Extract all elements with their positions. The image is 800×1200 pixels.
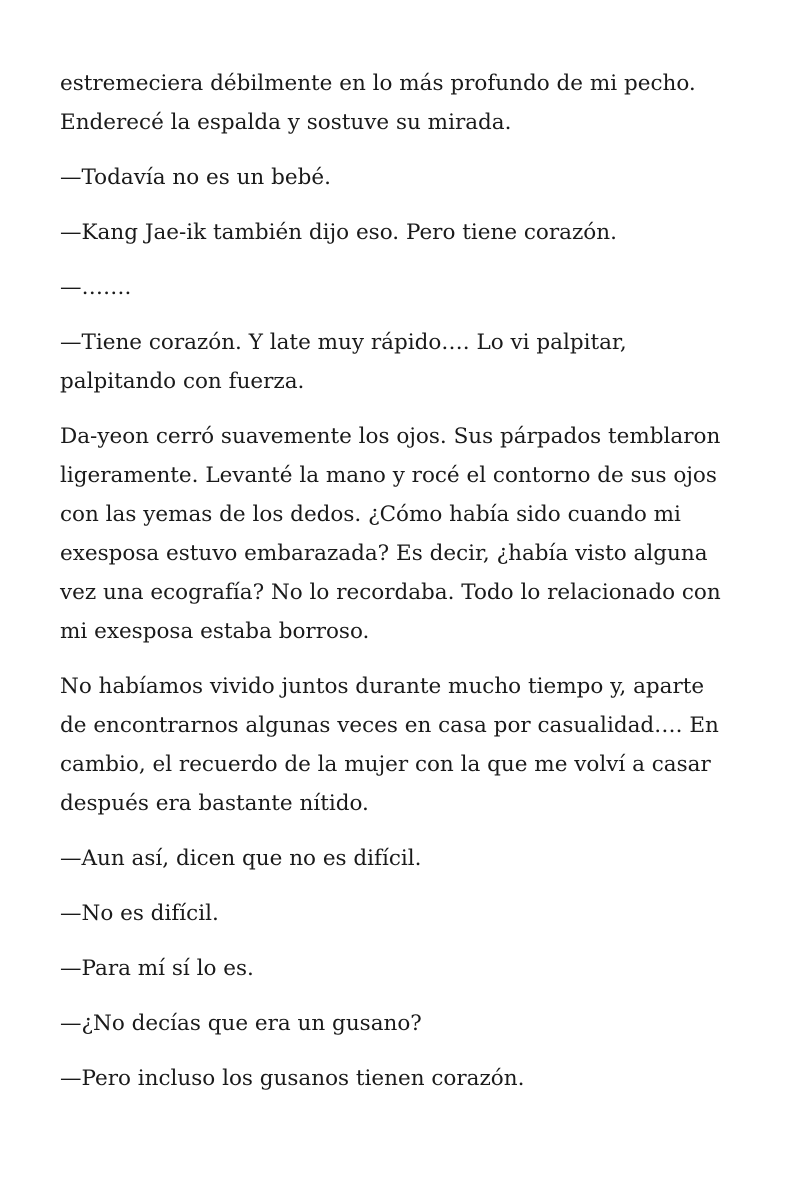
dialogue-line: —Aun así, dicen que no es difícil. — [60, 846, 422, 871]
dialogue-line: —Todavía no es un bebé. — [60, 165, 331, 190]
dialogue-line: —Tiene corazón. Y late muy rápido…. Lo vi palpitar, palpitando con fuerza. — [60, 330, 627, 394]
document-page — [60, 64, 750, 1114]
dialogue-line: —Para mí sí lo es. — [60, 956, 254, 981]
dialogue-line: —No es difícil. — [60, 901, 219, 926]
dialogue-line: —Pero incluso los gusanos tienen corazón. — [60, 1066, 525, 1091]
paragraph: estremeciera débilmente en lo más profundo de mi pecho. Enderecé la espalda y sostuve su mirada. — [60, 71, 696, 135]
dialogue-line: —¿No decías que era un gusano? — [60, 1011, 422, 1036]
paragraph: No habíamos vivido juntos durante mucho tiempo y, aparte de encontrarnos algunas veces en casa por casualidad…. En cambio, el recuerdo de la mujer con la que me volví a casar después era bastante nítido. — [60, 674, 719, 816]
dialogue-line: —……. — [60, 275, 132, 300]
paragraph: Da-yeon cerró suavemente los ojos. Sus párpados temblaron ligeramente. Levanté la mano y rocé el contorno de sus ojos con las yemas de los dedos. ¿Cómo había sido cuando mi exesposa estuvo embarazada? Es decir, ¿había visto alguna vez una ecografía? No lo recordaba. Todo lo relacionado con mi exesposa estaba borroso. — [60, 424, 721, 644]
dialogue-line: —Kang Jae-ik también dijo eso. Pero tiene corazón. — [60, 220, 617, 245]
